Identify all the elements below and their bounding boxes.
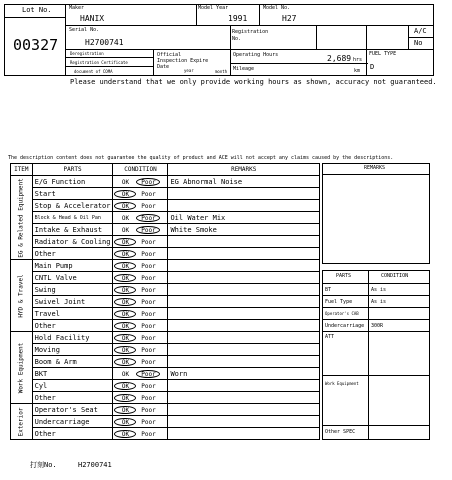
hrs-unit: hrs (353, 57, 363, 63)
remark-cell (168, 308, 320, 320)
other-spec-label: Other SPEC (325, 429, 356, 435)
ok-option: OK (114, 322, 136, 330)
undercarriage-label: Undercarriage (325, 323, 365, 329)
remark-cell (168, 404, 320, 416)
inspection-row (11, 248, 320, 260)
condition-cell (113, 308, 168, 320)
lot-number: 00327 (13, 36, 59, 54)
remark-cell (168, 188, 320, 200)
mileage-label: Mileage (233, 66, 255, 72)
poor-option: Poor (141, 358, 156, 366)
remark-cell (168, 392, 320, 404)
lot-label: Lot No. (22, 6, 52, 14)
condition-cell (113, 356, 168, 368)
condition-cell (113, 212, 168, 224)
poor-option: Poor (141, 262, 156, 270)
disclaimer: The description content does not guarantee the quality of product and ACE will not accept any claims caused by the descriptions. (8, 155, 394, 161)
remark-cell (168, 296, 320, 308)
ac-label: A/C (414, 27, 427, 35)
part-name: Other (32, 428, 113, 440)
ac-value: No (414, 39, 423, 47)
part-name: Swivel Joint (32, 296, 113, 308)
inspection-header-row (11, 164, 320, 176)
inspection-row (11, 188, 320, 200)
condition-cell (113, 320, 168, 332)
ok-option: OK (114, 346, 136, 354)
inspection-row (11, 380, 320, 392)
ok-option: OK (114, 358, 136, 366)
work-equipment-label: Work Equipment (325, 381, 359, 386)
header-remarks: REMARKS (168, 164, 320, 176)
condition-cell (113, 368, 168, 380)
parts-header: PARTS (336, 273, 352, 279)
part-name: Hold Facility (32, 332, 113, 344)
registration-label: Registration No. (232, 29, 269, 42)
divider (408, 38, 409, 50)
poor-option: Poor (141, 346, 156, 354)
section-label: HYD & Travel (17, 273, 25, 318)
section-label: EG & Related Equipment (17, 177, 25, 258)
inspection-label: Official Inspection Expire Date (157, 52, 209, 70)
inspection-row (11, 212, 320, 224)
inspection-row (11, 200, 320, 212)
divider (230, 26, 231, 50)
inspection-row (11, 332, 320, 344)
part-name: Other (32, 392, 113, 404)
poor-option: Poor (141, 322, 156, 330)
remarks-header: REMARKS (364, 165, 386, 171)
remark-cell (168, 356, 320, 368)
poor-option: Poor (136, 214, 160, 222)
condition-cell (113, 236, 168, 248)
ok-option: OK (121, 370, 130, 378)
condition-cell (113, 380, 168, 392)
ok-option: OK (121, 226, 130, 234)
ok-option: OK (121, 214, 130, 222)
header-parts: PARTS (32, 164, 113, 176)
year-label: year (184, 68, 194, 73)
inspection-row (11, 392, 320, 404)
part-name: E/G Function (32, 176, 113, 188)
remark-cell (168, 428, 320, 440)
part-name: Intake & Exhaust (32, 224, 113, 236)
condition-cell (113, 344, 168, 356)
inspection-row (11, 356, 320, 368)
ok-option: OK (114, 394, 136, 402)
part-name: Stop & Accelerator (32, 200, 113, 212)
part-name: Moving (32, 344, 113, 356)
ok-option: OK (114, 382, 136, 390)
hours-note: Please understand that we only provide working hours as shown, accuracy not guaranteed. (70, 78, 437, 86)
model-no-value: H27 (282, 14, 297, 23)
ok-option: OK (114, 430, 136, 438)
poor-option: Poor (141, 394, 156, 402)
ok-option: OK (114, 286, 136, 294)
fuel-value: D (370, 63, 375, 71)
remark-cell (168, 248, 320, 260)
poor-option: Poor (141, 286, 156, 294)
ok-option: OK (114, 202, 136, 210)
remark-cell (168, 272, 320, 284)
inspection-row (11, 272, 320, 284)
inspection-row (11, 296, 320, 308)
poor-option: Poor (141, 238, 156, 246)
poor-option: Poor (141, 274, 156, 282)
divider (230, 63, 368, 64)
poor-option: Poor (141, 298, 156, 306)
section-cell (11, 176, 33, 260)
bt-value: As is (371, 287, 387, 293)
poor-option: Poor (141, 382, 156, 390)
part-name: Operator's Seat (32, 404, 113, 416)
poor-option: Poor (141, 190, 156, 198)
hours-label: Operating Hours (233, 52, 279, 58)
remark-cell: White Smoke (168, 224, 320, 236)
inspection-row (11, 368, 320, 380)
serial-label: Serial No. (69, 27, 100, 33)
fuel-type-value: As is (371, 299, 387, 305)
section-cell (11, 404, 33, 440)
hours-value: 2,689 (327, 54, 352, 63)
poor-option: Poor (136, 226, 160, 234)
condition-cell (113, 296, 168, 308)
ok-option: OK (114, 250, 136, 258)
inspection-row (11, 320, 320, 332)
condition-cell (113, 224, 168, 236)
maker-label: Maker (69, 5, 85, 11)
condition-cell (113, 428, 168, 440)
remark-cell: Oil Water Mix (168, 212, 320, 224)
ok-option: OK (114, 334, 136, 342)
stamp-label: 打刻No. (30, 461, 57, 469)
ok-option: OK (121, 178, 130, 186)
poor-option: Poor (141, 334, 156, 342)
poor-option: Poor (141, 202, 156, 210)
ok-option: OK (114, 310, 136, 318)
header-condition: CONDITION (113, 164, 168, 176)
divider (322, 332, 430, 376)
poor-option: Poor (141, 310, 156, 318)
condition-cell (113, 200, 168, 212)
reg-certificate-label: Registration Certificate (70, 60, 128, 65)
condition-cell (113, 188, 168, 200)
part-name: Start (32, 188, 113, 200)
remark-cell (168, 236, 320, 248)
poor-option: Poor (136, 178, 160, 186)
km-unit: km (354, 68, 361, 74)
remark-cell (168, 200, 320, 212)
month-label: month (215, 69, 228, 74)
poor-option: Poor (141, 430, 156, 438)
inspection-row (11, 428, 320, 440)
model-no-label: Model No. (263, 5, 291, 11)
inspection-row (11, 404, 320, 416)
section-cell (11, 332, 33, 404)
part-name: Travel (32, 308, 113, 320)
stamp-value: H2700741 (78, 461, 112, 469)
divider (366, 26, 367, 50)
inspection-row (11, 308, 320, 320)
section-cell (11, 260, 33, 332)
condition-cell (113, 332, 168, 344)
maker-value: HANIX (80, 14, 105, 23)
remark-cell (168, 260, 320, 272)
remark-cell (168, 284, 320, 296)
ok-option: OK (114, 262, 136, 270)
remark-cell: EG Abnormal Noise (168, 176, 320, 188)
remark-cell (168, 344, 320, 356)
condition-cell (113, 260, 168, 272)
remark-cell (168, 416, 320, 428)
inspection-row (11, 284, 320, 296)
model-year-value: 1991 (228, 14, 248, 23)
ok-option: OK (114, 418, 136, 426)
section-label: Exterior (17, 407, 25, 436)
section-label: Work Equipment (17, 342, 25, 393)
fuel-label: FUEL TYPE (369, 51, 397, 57)
part-name: Radiator & Cooling (32, 236, 113, 248)
part-name: Undercarriage (32, 416, 113, 428)
remark-cell (168, 332, 320, 344)
inspection-row (11, 224, 320, 236)
fuel-type-label: Fuel Type (325, 299, 353, 305)
remarks-box (322, 163, 430, 264)
header-item: ITEM (11, 164, 33, 176)
poor-option: Poor (141, 406, 156, 414)
undercarriage-value: 300R (371, 323, 384, 329)
poor-option: Poor (141, 250, 156, 258)
condition-cell (113, 392, 168, 404)
ok-option: OK (114, 238, 136, 246)
part-name: Block & Head & Oil Pan (32, 212, 113, 224)
poor-option: Poor (141, 418, 156, 426)
part-name: Cyl (32, 380, 113, 392)
part-name: CNTL Valve (32, 272, 113, 284)
bt-label: BT (325, 287, 332, 293)
ok-option: OK (114, 274, 136, 282)
remark-cell: Worn (168, 368, 320, 380)
ok-option: OK (114, 190, 136, 198)
att-label: ATT (325, 334, 335, 340)
condition-cell (113, 416, 168, 428)
condition-header: CONDITION (381, 273, 409, 279)
ok-option: OK (114, 406, 136, 414)
inspection-row (11, 236, 320, 248)
serial-value: H2700741 (85, 38, 124, 47)
divider (316, 26, 317, 50)
cosma-label: document of COMA (74, 69, 113, 74)
model-year-label: Model Year (198, 5, 229, 11)
inspection-table (10, 163, 320, 440)
condition-cell (113, 272, 168, 284)
deregistration-label: Deregistration (70, 51, 104, 56)
condition-cell (113, 176, 168, 188)
part-name: Swing (32, 284, 113, 296)
part-name: Other (32, 248, 113, 260)
inspection-row (11, 260, 320, 272)
operator-cab-label: Operator's CAB (325, 311, 359, 316)
inspection-row (11, 344, 320, 356)
remark-cell (168, 380, 320, 392)
remark-cell (168, 320, 320, 332)
poor-option: Poor (136, 370, 160, 378)
part-name: Boom & Arm (32, 356, 113, 368)
part-name: Other (32, 320, 113, 332)
inspection-row (11, 416, 320, 428)
part-name: Main Pump (32, 260, 113, 272)
inspection-row (11, 176, 320, 188)
part-name: BKT (32, 368, 113, 380)
condition-cell (113, 284, 168, 296)
ok-option: OK (114, 298, 136, 306)
condition-cell (113, 248, 168, 260)
condition-cell (113, 404, 168, 416)
